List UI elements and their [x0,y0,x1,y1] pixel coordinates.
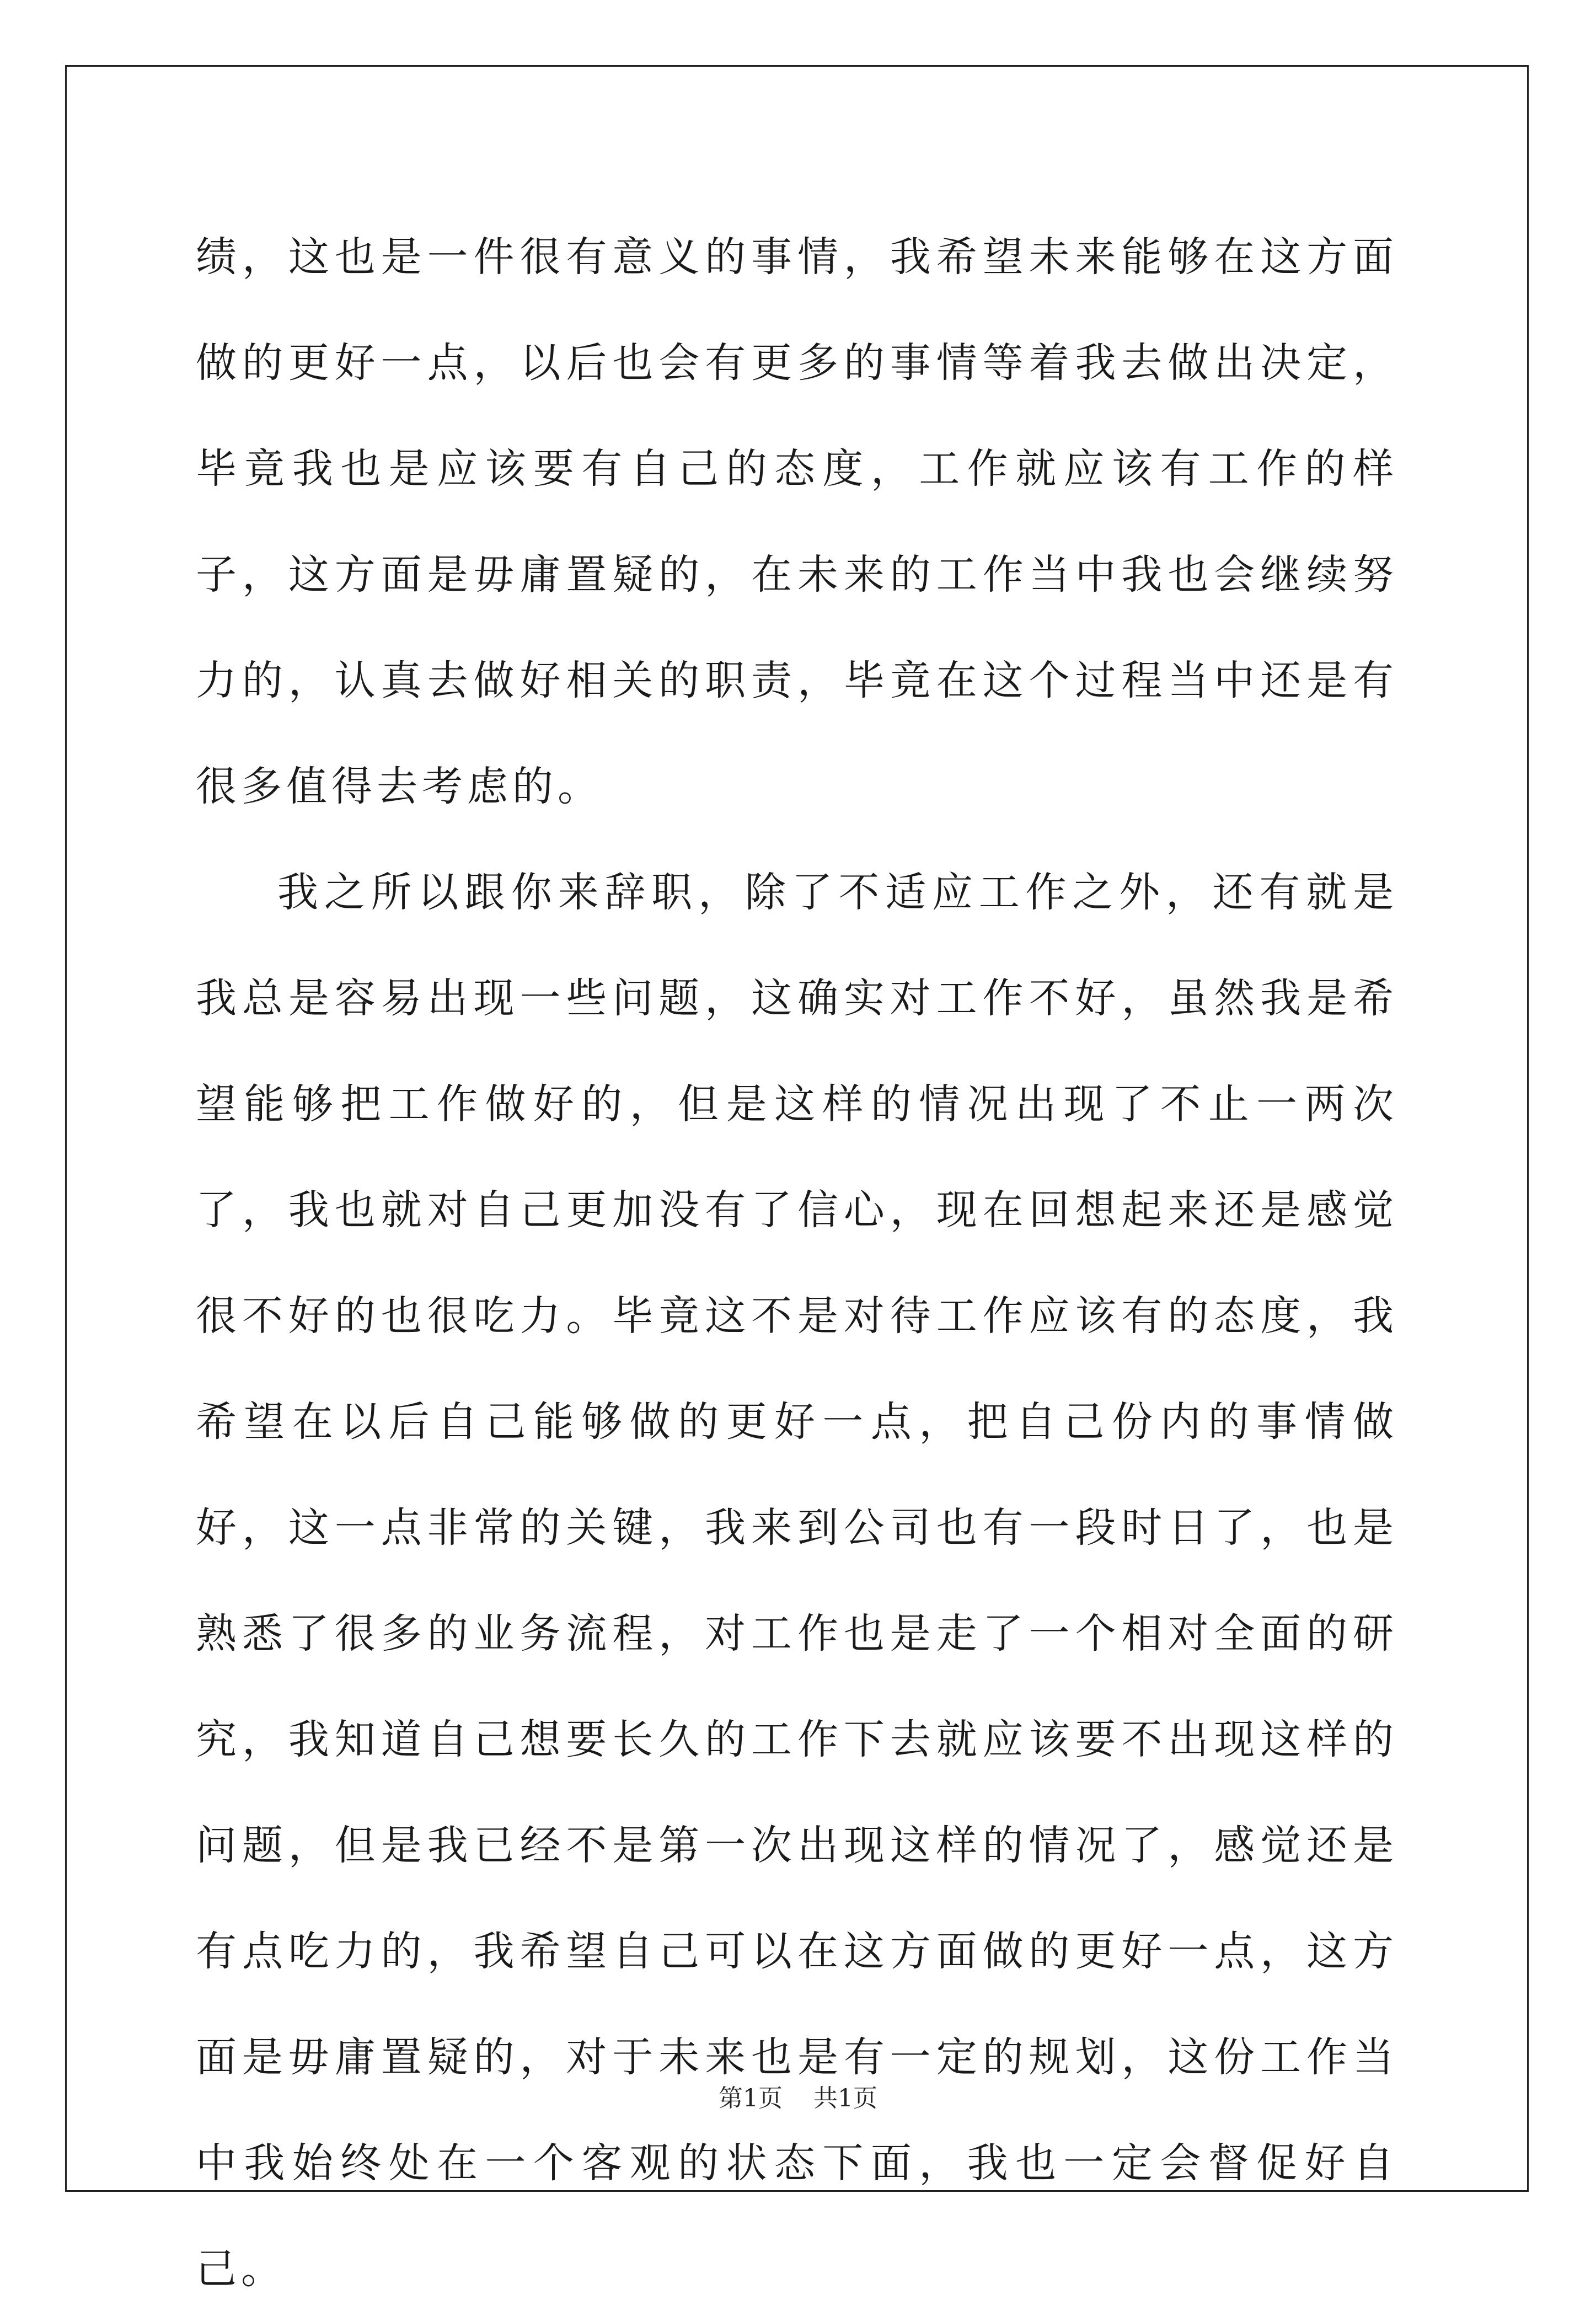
paragraph-2: 我之所以跟你来辞职，除了不适应工作之外，还有就是我总是容易出现一些问题，这确实对工作不好，虽然我是希望能够把工作做好的，但是这样的情况出现了不止一两次了，我也就对自己更加没有了信心，现在回想起来还是感觉很不好的也很吃力。毕竟这不是对待工作应该有的态度，我希望在以后自己能够做的更好一点，把自己份内的事情做好，这一点非常的关键，我来到公司也有一段时日了，也是熟悉了很多的业务流程，对工作也是走了一个相对全面的研究，我知道自己想要长久的工作下去就应该要不出现这样的问题，但是我已经不是第一次出现这样的情况了，感觉还是有点吃力的，我希望自己可以在这方面做的更好一点，这方面是毋庸置疑的，对于未来也是有一定的规划，这份工作当中我始终处在一个客观的状态下面，我也一定会督促好自己。 [196,869,1398,2293]
paragraph-1: 绩，这也是一件很有意义的事情，我希望未来能够在这方面做的更好一点，以后也会有更多的事情等着我去做出决定，毕竟我也是应该要有自己的态度，工作就应该有工作的样子，这方面是毋庸置疑的，在未来的工作当中我也会继续努力的，认真去做好相关的职责，毕竟在这个过程当中还是有很多值得去考虑的。 [196,233,1398,810]
page-footer [0,2082,1596,2115]
page-total: 共1页 [813,2084,877,2112]
document-body [196,204,1398,2322]
page-number: 第1页 [719,2084,783,2112]
